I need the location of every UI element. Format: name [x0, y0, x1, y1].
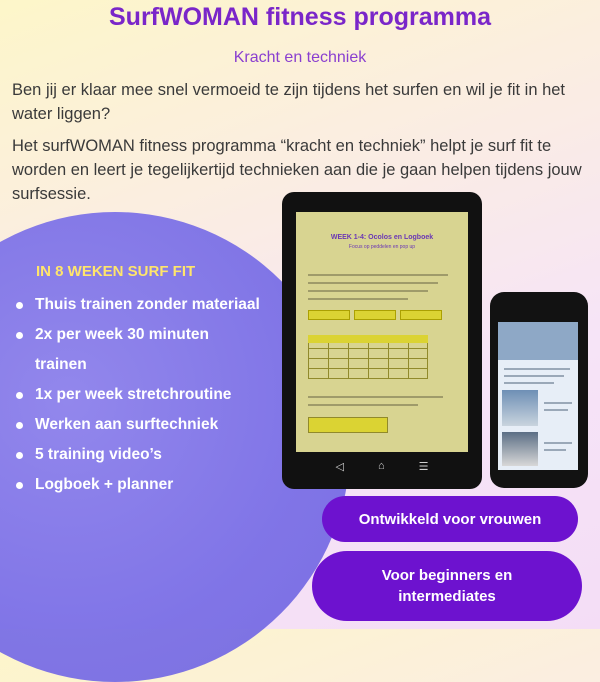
tablet-nav: [282, 460, 482, 480]
levels-badge: Voor beginners en intermediates: [312, 551, 582, 621]
tablet-mockup: [282, 192, 482, 489]
bullet-icon: [16, 482, 23, 489]
tablet-tag: [400, 310, 442, 320]
feature-item: Werken aan surftechniek: [14, 410, 260, 440]
intro-paragraph-1: Ben jij er klaar mee snel vermoeid te zijn tijdens het surfen en wil je fit in het water liggen?: [12, 81, 566, 123]
feature-item: 2x per week 30 minuten trainen: [14, 320, 255, 380]
text-line: [308, 274, 448, 276]
feature-item: Thuis trainen zonder materiaal: [14, 290, 260, 320]
back-icon: ◁: [335, 461, 344, 473]
menu-icon: ☰: [418, 461, 429, 473]
logbook-table-header: [308, 335, 428, 343]
text-line: [544, 409, 568, 411]
page-subtitle: Kracht en techniek: [233, 49, 367, 66]
text-line: [308, 396, 443, 398]
text-line: [504, 368, 570, 370]
tablet-tag: [308, 310, 350, 320]
bullet-icon: [16, 392, 23, 399]
bullet-icon: [16, 452, 23, 459]
tablet-screen: [296, 212, 468, 452]
text-line: [544, 402, 572, 404]
features-heading: IN 8 WEKEN SURF FIT: [36, 263, 196, 280]
tablet-screen-subtitle: Focus op peddelen en pop up: [348, 244, 416, 250]
feature-item: 1x per week stretchroutine: [14, 380, 260, 410]
surf-photo: [502, 390, 538, 426]
bullet-icon: [16, 422, 23, 429]
logbook-box: [308, 417, 388, 433]
text-line: [308, 298, 408, 300]
bullet-icon: [16, 302, 23, 309]
surf-photo: [502, 432, 538, 466]
phone-header-image: [498, 322, 578, 360]
tablet-tag: [354, 310, 396, 320]
feature-item: 5 training video’s: [14, 440, 260, 470]
phone-screen: [498, 322, 578, 470]
women-badge: Ontwikkeld voor vrouwen: [322, 496, 578, 542]
features-list: [14, 290, 260, 500]
phone-mockup: [490, 292, 588, 488]
text-line: [544, 442, 572, 444]
text-line: [504, 382, 554, 384]
bullet-icon: [16, 332, 23, 339]
feature-item: Logboek + planner: [14, 470, 260, 500]
intro-paragraph-2: Het surfWOMAN fitness programma “kracht en techniek” helpt je surf fit te worden en leert je tegelijkertijd technieken aan die je gaan helpen tijdens jouw surfsessie.: [12, 137, 582, 203]
page-title: SurfWOMAN fitness programma: [109, 3, 491, 31]
text-line: [504, 375, 564, 377]
text-line: [308, 290, 428, 292]
text-line: [308, 282, 438, 284]
text-line: [544, 449, 566, 451]
tablet-screen-title: WEEK 1-4: Ocolos en Logboek: [330, 234, 434, 241]
home-icon: ⌂: [377, 460, 385, 472]
text-line: [308, 404, 418, 406]
